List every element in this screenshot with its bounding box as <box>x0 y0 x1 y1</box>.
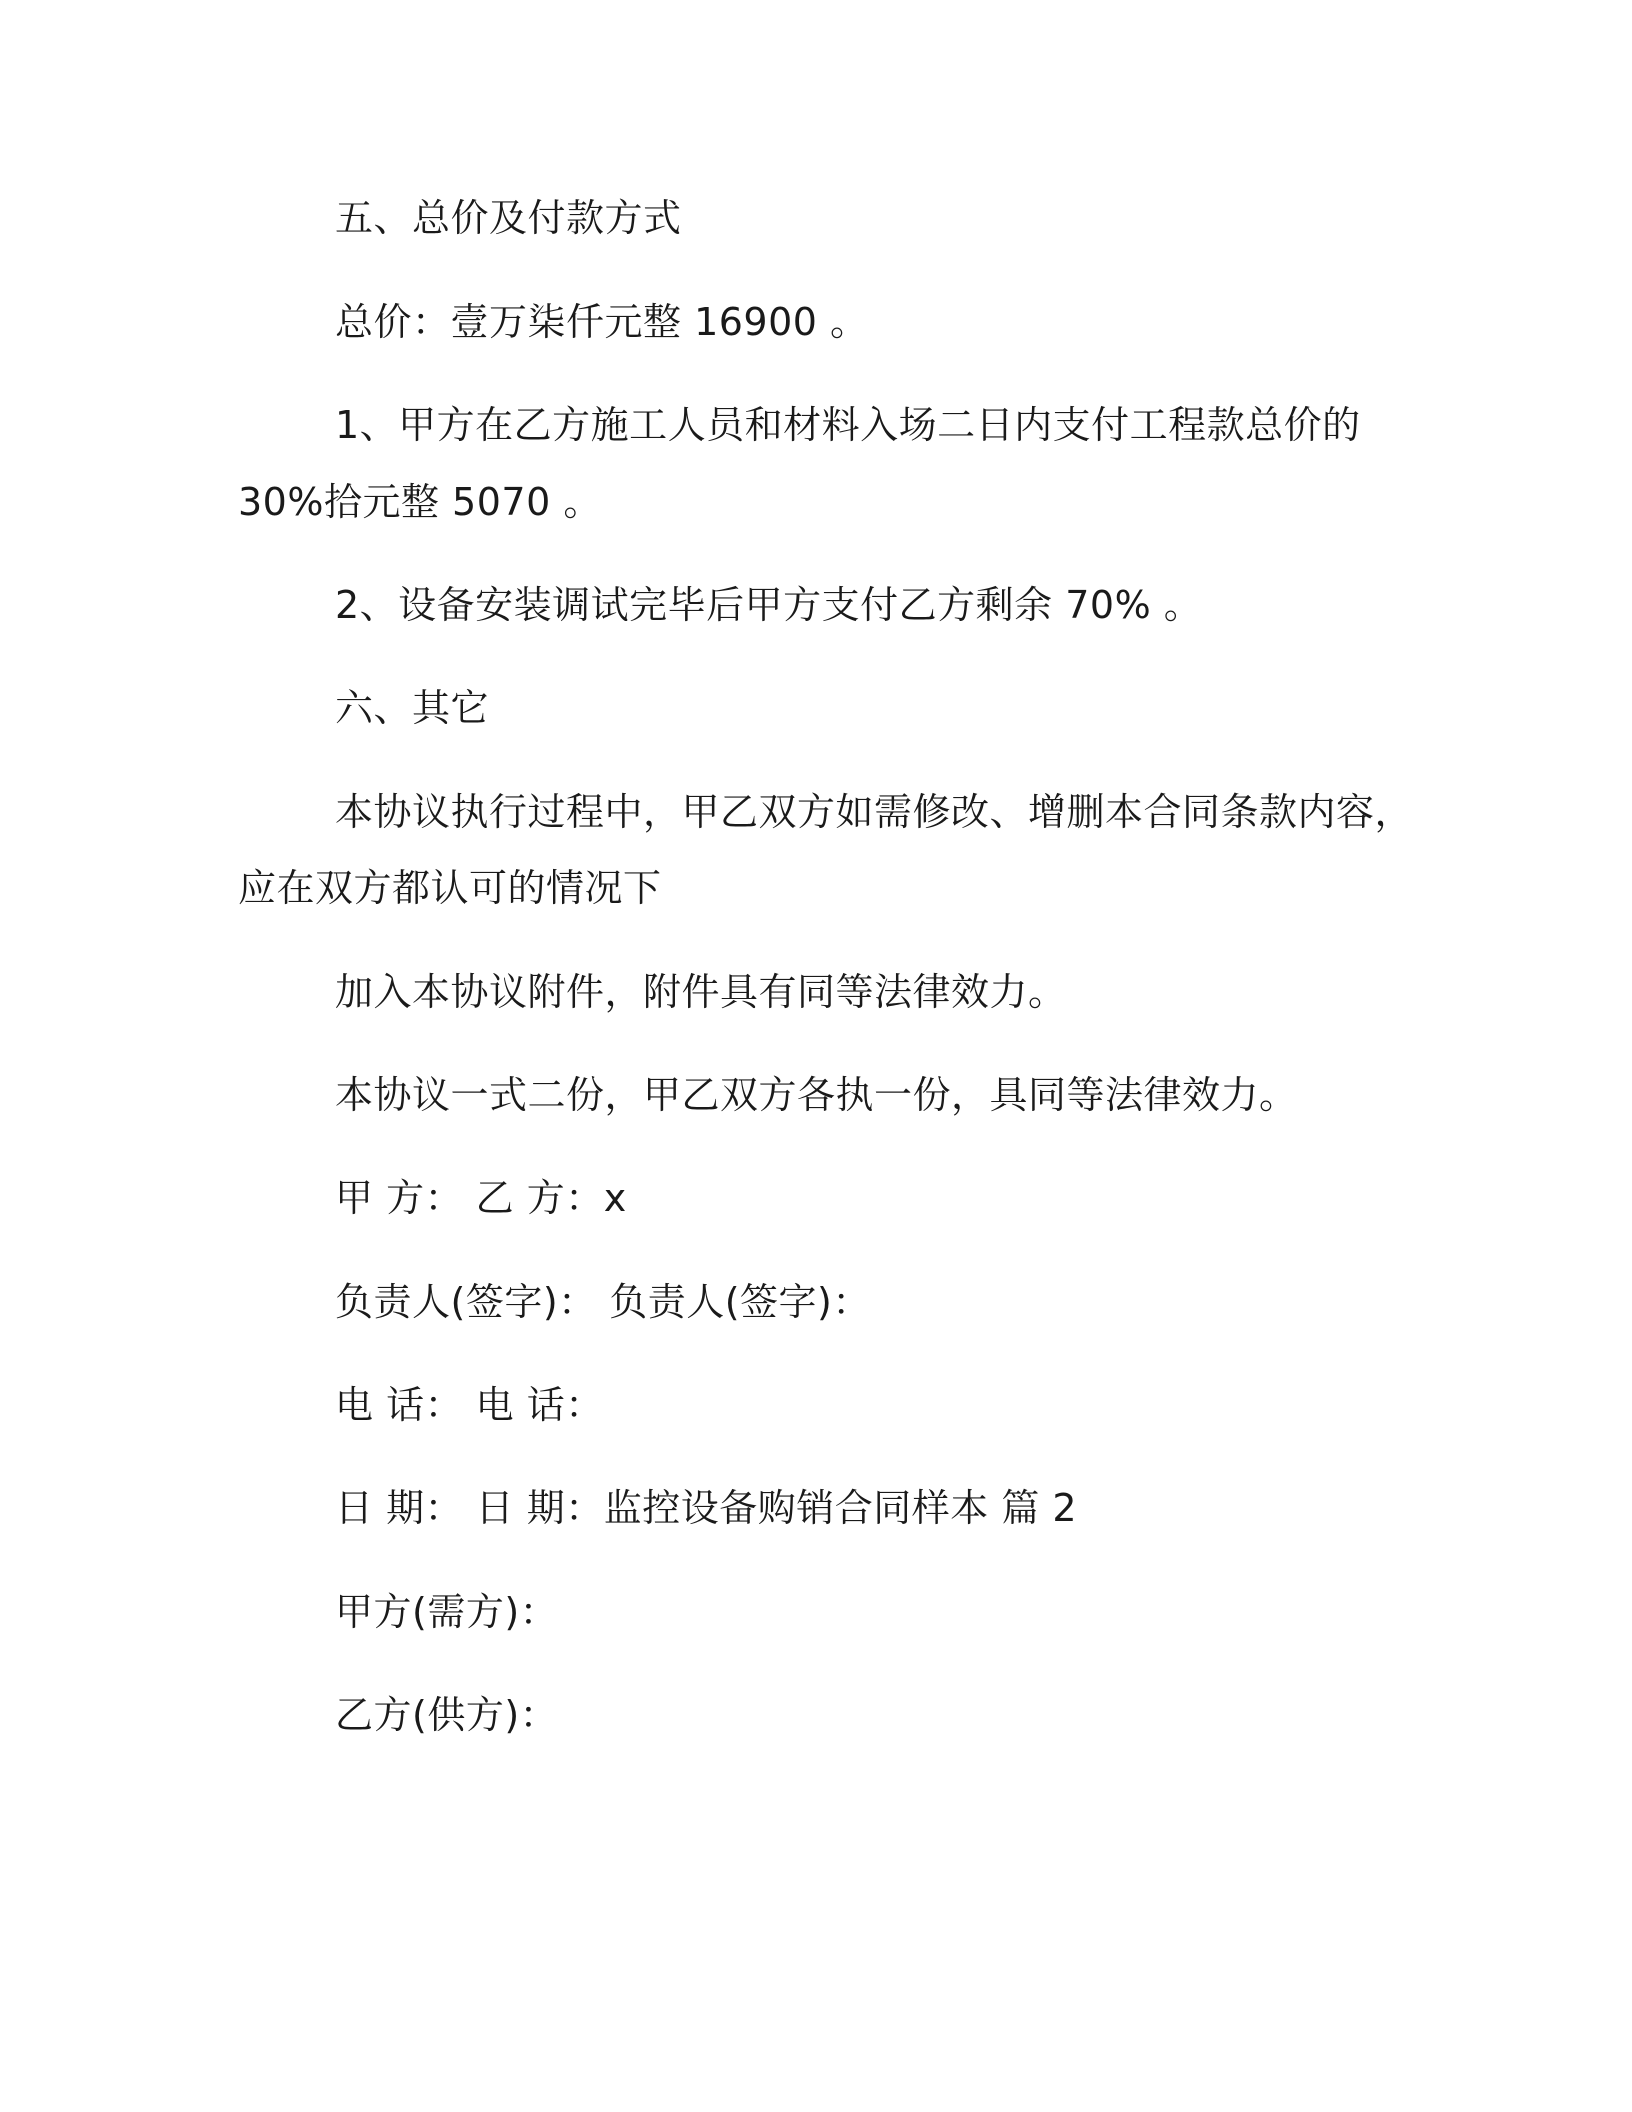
party-b-supplier-line: 乙方(供方)： <box>335 1693 559 1737</box>
signature-parties-line: 甲 方： 乙 方：x <box>335 1176 627 1220</box>
signature-responsible-line: 负责人(签字)： 负责人(签字)： <box>335 1280 871 1324</box>
other-paragraph-2: 加入本协议附件，附件具有同等法律效力。 <box>335 970 1067 1014</box>
signature-date-line: 日 期： 日 期：监控设备购销合同样本 篇 2 <box>335 1486 1078 1530</box>
section-five-heading: 五、总价及付款方式 <box>335 196 682 240</box>
signature-phone-line: 电 话： 电 话： <box>335 1383 604 1427</box>
other-paragraph-1-line-1: 本协议执行过程中，甲乙双方如需修改、增删本合同条款内容， <box>335 790 1414 834</box>
payment-item-2: 2、设备安装调试完毕后甲方支付乙方剩余 70% 。 <box>335 583 1203 627</box>
payment-item-1-line-2: 30%拾元整 5070 。 <box>238 480 602 524</box>
payment-item-1-line-1: 1、甲方在乙方施工人员和材料入场二日内支付工程款总价的 <box>335 403 1361 447</box>
other-paragraph-1-line-2: 应在双方都认可的情况下 <box>238 866 662 910</box>
total-price-line: 总价：壹万柒仟元整 16900 。 <box>335 300 869 344</box>
section-six-heading: 六、其它 <box>335 686 490 730</box>
other-paragraph-3: 本协议一式二份，甲乙双方各执一份，具同等法律效力。 <box>335 1073 1298 1117</box>
party-a-buyer-line: 甲方(需方)： <box>335 1590 559 1634</box>
